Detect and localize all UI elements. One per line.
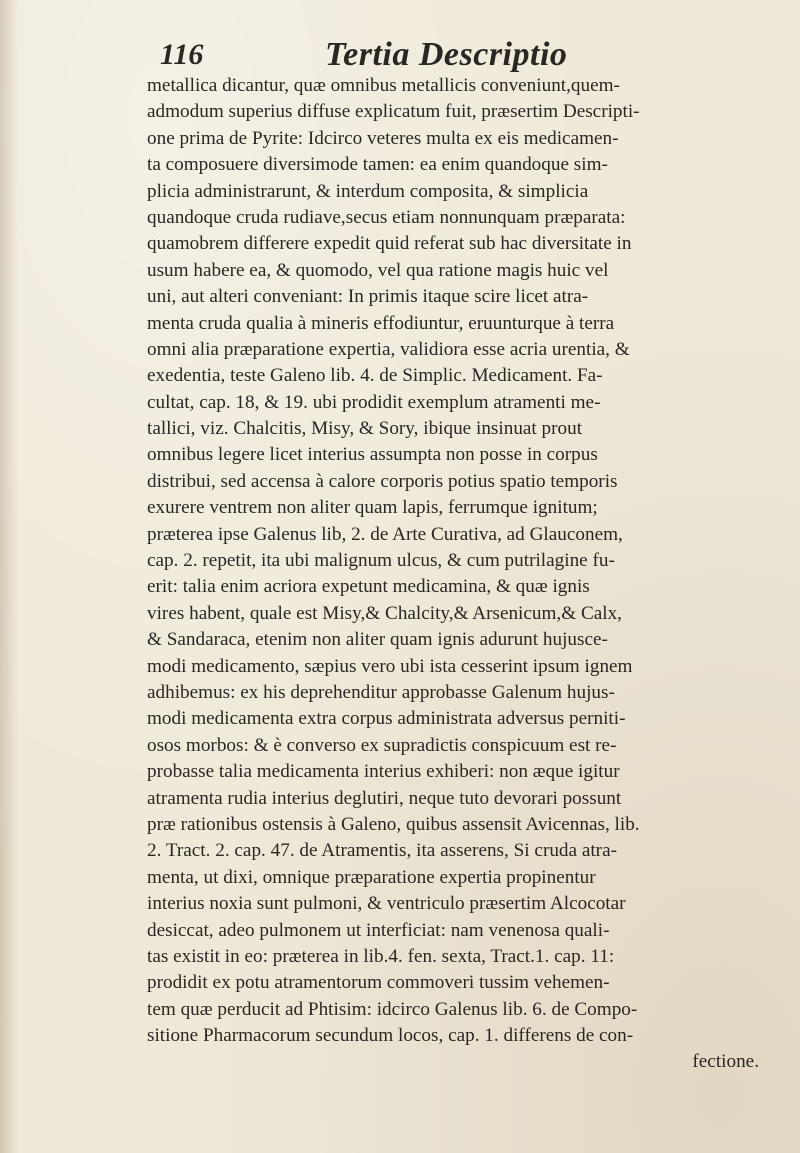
text-line: probasse talia medicamenta interius exhiberi: non æque igitur xyxy=(147,761,620,783)
page-gutter-shadow xyxy=(0,0,18,1153)
text-line: cultat, cap. 18, & 19. ubi prodidit exemplum atramenti me- xyxy=(147,391,601,413)
text-line: usum habere ea, & quomodo, vel qua ratione magis huic vel xyxy=(147,259,609,281)
body-text xyxy=(147,73,759,1076)
text-line: prodidit ex potu atramentorum commoveri tussim vehemen- xyxy=(147,972,610,994)
text-line: ta composuere diversimode tamen: ea enim quandoque sim- xyxy=(147,154,608,176)
text-line: cap. 2. repetit, ita ubi malignum ulcus, & cum putrilagine fu- xyxy=(147,550,615,572)
text-line: exurere ventrem non aliter quam lapis, ferrumque ignitum; xyxy=(147,497,598,519)
running-title: Tertia Descriptio xyxy=(325,36,568,73)
text-line: menta cruda qualia à mineris effodiuntur, eruunturque à terra xyxy=(147,312,615,334)
text-line: omni alia præparatione expertia, validiora esse acria urentia, & xyxy=(147,338,630,360)
text-line: sitione Pharmacorum secundum locos, cap. 1. differens de con- xyxy=(147,1025,634,1047)
catchword-line: fectione. xyxy=(692,1051,759,1073)
text-line: quandoque cruda rudiave,secus etiam nonnunquam præparata: xyxy=(147,206,626,228)
text-line: quamobrem differere expedit quid referat sub hac diversitate in xyxy=(147,233,632,255)
text-line: modi medicamenta extra corpus administrata adversus perniti- xyxy=(147,708,626,730)
text-line: distribui, sed accensa à calore corporis potius spatio temporis xyxy=(147,470,618,492)
page-number: 116 xyxy=(160,38,204,71)
text-line: & Sandaraca, etenim non aliter quam ignis adurunt hujusce- xyxy=(147,629,608,651)
text-line: tas existit in eo: præterea in lib.4. fen. sexta, Tract.1. cap. 11: xyxy=(147,945,615,967)
text-line: tallici, viz. Chalcitis, Misy, & Sory, ibique insinuat prout xyxy=(147,418,583,440)
text-line: interius noxia sunt pulmoni, & ventriculo præsertim Alcocotar xyxy=(147,893,626,915)
text-line: præterea ipse Galenus lib, 2. de Arte Curativa, ad Glauconem, xyxy=(147,523,623,545)
text-line: præ rationibus ostensis à Galeno, quibus assensit Avicennas, lib. xyxy=(147,813,640,835)
text-line: adhibemus: ex his deprehenditur approbasse Galenum hujus- xyxy=(147,681,615,703)
text-line: vires habent, quale est Misy,& Chalcity,& Arsenicum,& Calx, xyxy=(147,602,622,624)
text-line: metallica dicantur, quæ omnibus metallicis conveniunt,quem- xyxy=(147,75,620,96)
text-line: tem quæ perducit ad Phtisim: idcirco Galenus lib. 6. de Compo- xyxy=(147,998,638,1020)
text-line: menta, ut dixi, omnique præparatione expertia propinentur xyxy=(147,866,596,888)
text-line: admodum superius diffuse explicatum fuit, præsertim Descripti- xyxy=(147,101,640,123)
text-line: osos morbos: & è converso ex supradictis conspicuum est re- xyxy=(147,734,617,756)
text-line: one prima de Pyrite: Idcirco veteres multa ex eis medicamen- xyxy=(147,127,619,149)
text-line: desiccat, adeo pulmonem ut interficiat: nam venenosa quali- xyxy=(147,919,610,941)
text-line: atramenta rudia interius deglutiri, neque tuto devorari possunt xyxy=(147,787,622,809)
text-line: modi medicamento, sæpius vero ubi ista cesserint ipsum ignem xyxy=(147,655,633,677)
text-line: omnibus legere licet interius assumpta non posse in corpus xyxy=(147,444,598,466)
text-line: 2. Tract. 2. cap. 47. de Atramentis, ita asserens, Si cruda atra- xyxy=(147,840,617,862)
text-line: exedentia, teste Galeno lib. 4. de Simplic. Medicament. Fa- xyxy=(147,365,603,387)
text-line: erit: talia enim acriora expetunt medicamina, & quæ ignis xyxy=(147,576,590,598)
text-line: uni, aut alteri conveniant: In primis itaque scire licet atra- xyxy=(147,286,589,308)
text-line: plicia administrarunt, & interdum composita, & simplicia xyxy=(147,180,589,202)
